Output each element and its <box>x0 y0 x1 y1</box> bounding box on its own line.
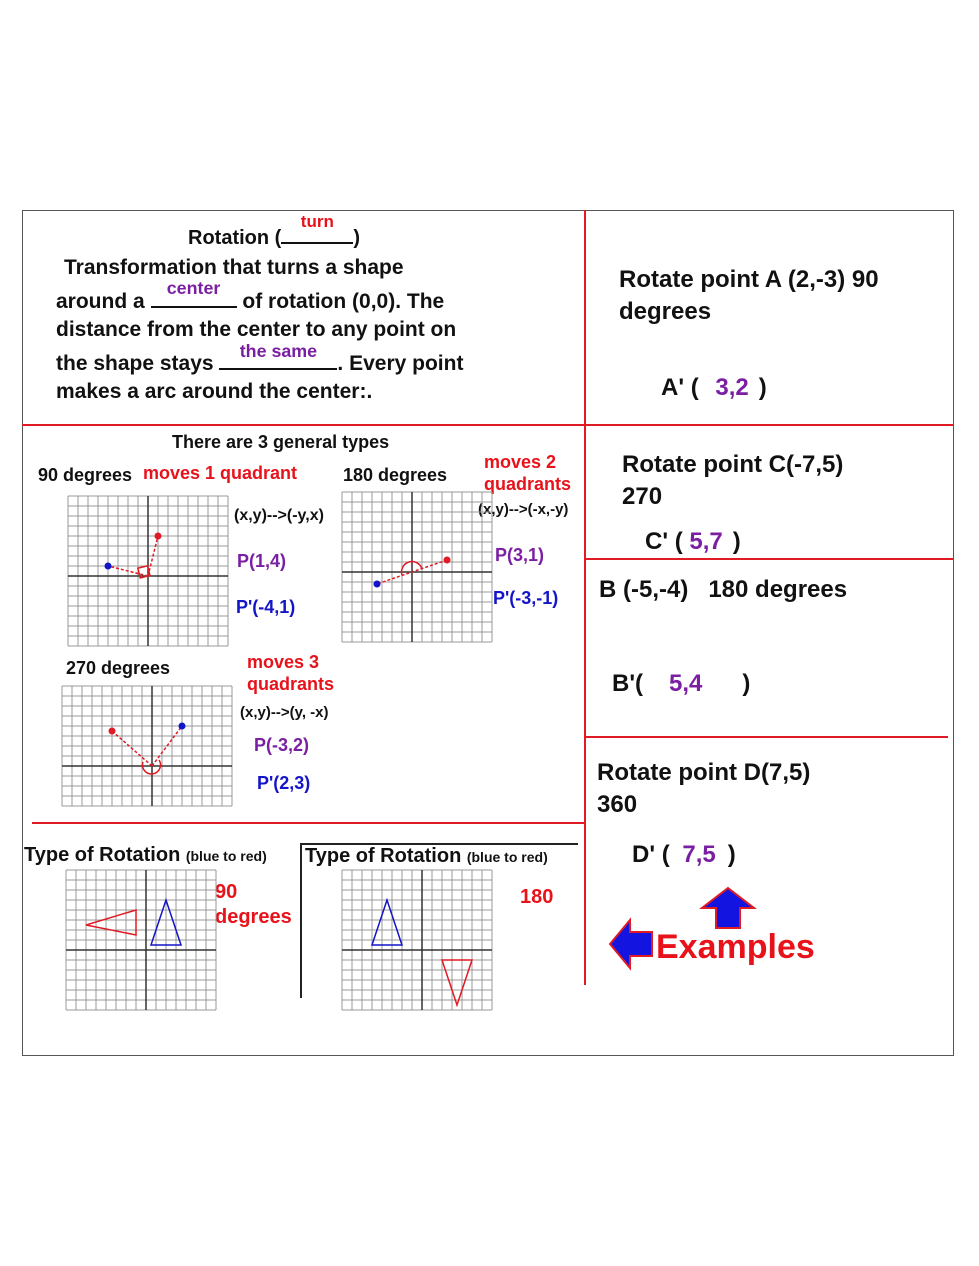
row-divider-types <box>32 822 584 824</box>
rotation-title: Rotation ( turn ) <box>188 212 360 249</box>
r90-label: 90 degrees <box>38 465 133 485</box>
examples-banner: Examples <box>656 928 815 966</box>
type-answer-1: 90 degrees <box>215 881 292 928</box>
arrow-left-icon <box>608 918 654 970</box>
type-divider <box>300 843 302 998</box>
grid-type-1 <box>66 870 220 1012</box>
example-d-answer: D' ( 7,5 ) <box>632 841 736 868</box>
row-divider-b <box>584 558 954 560</box>
r270-rule: (x,y)-->(y, -x) <box>240 704 329 721</box>
r90-desc: moves 1 quadrant <box>143 463 298 483</box>
example-c-question: Rotate point C(-7,5) 270 <box>622 451 844 510</box>
grid-270 <box>62 686 238 810</box>
r270-point: P(-3,2) <box>254 735 310 755</box>
row-divider-d <box>584 736 948 738</box>
example-a-question: Rotate point A (2,-3) 90 degrees <box>619 266 879 325</box>
example-c-answer: C' ( 5,7 ) <box>645 528 741 555</box>
example-b-answer: B'( 5,4 ) <box>612 670 751 697</box>
r270-desc: moves 3 quadrants <box>247 652 335 694</box>
column-divider <box>584 210 586 985</box>
example-d-question: Rotate point D(7,5) 360 <box>597 759 811 818</box>
arrow-up-icon <box>700 886 756 930</box>
definition-text: Transformation that turns a shape around a center of rotation (0,0). The distance from the center to any point on the shape stays the same . Every point makes a arc around the center:. <box>56 256 464 404</box>
types-heading: There are 3 general types <box>172 432 390 452</box>
row-divider-1 <box>22 424 954 426</box>
r270-image-point: P'(2,3) <box>257 773 311 793</box>
grid-type-2 <box>342 870 496 1012</box>
r90-point: P(1,4) <box>237 551 287 571</box>
example-b-question: B (-5,-4) 180 degrees <box>599 576 848 603</box>
r180-rule: (x,y)-->(-x,-y) <box>478 501 569 518</box>
r180-image-point: P'(-3,-1) <box>493 588 559 608</box>
type-rotation-title-2: Type of Rotation (blue to red) <box>305 845 548 867</box>
r180-label: 180 degrees <box>343 465 448 485</box>
r90-image-point: P'(-4,1) <box>236 597 296 617</box>
grid-90 <box>68 496 230 646</box>
example-a-answer: A' ( 3,2 ) <box>661 374 767 401</box>
type-rotation-title-1: Type of Rotation (blue to red) <box>24 844 267 866</box>
r90-rule: (x,y)-->(-y,x) <box>234 507 324 524</box>
grid-180 <box>342 492 490 640</box>
r270-label: 270 degrees <box>66 658 171 678</box>
type-answer-2: 180 <box>520 886 554 908</box>
r180-desc: moves 2 quadrants <box>484 452 572 494</box>
r180-point: P(3,1) <box>495 545 545 565</box>
